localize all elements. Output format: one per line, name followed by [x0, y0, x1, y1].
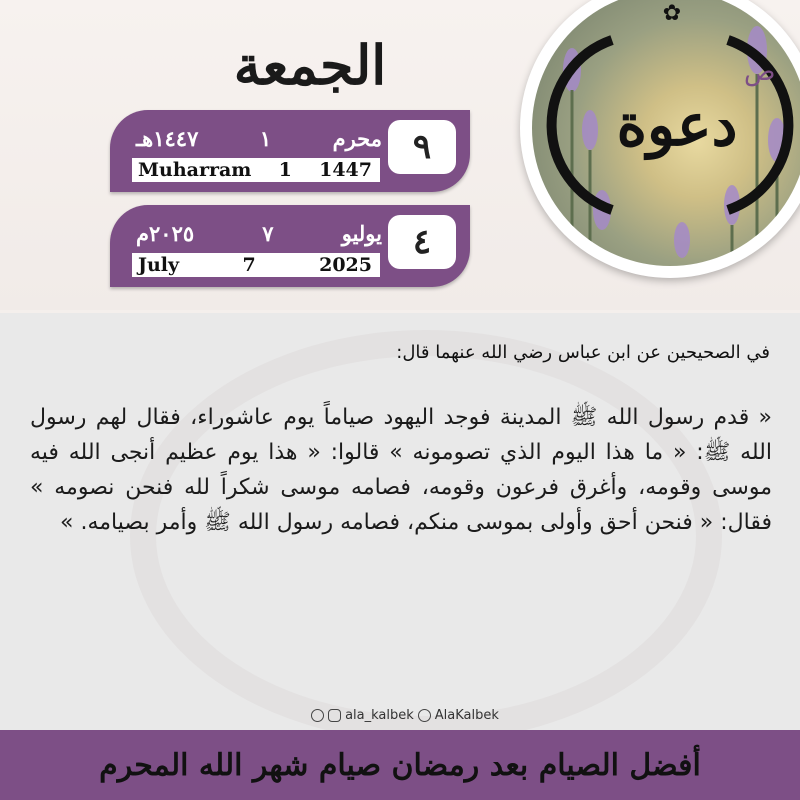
handle-twitter[interactable]: AlaKalbek [434, 707, 499, 723]
gregorian-year-ar: ٢٠٢٥م [136, 220, 195, 246]
banner-text: أفضل الصيام بعد رمضان صيام شهر الله المحرم [99, 747, 701, 783]
intro-text: في الصحيحين عن ابن عباس رضي الله عنهما قال: [396, 342, 770, 363]
instagram-icon [328, 709, 341, 722]
logo-badge [520, 0, 800, 278]
svg-text:ص: ص [744, 57, 776, 87]
bottom-banner [0, 730, 800, 800]
gregorian-english-row [132, 253, 380, 277]
logo-photo [532, 0, 800, 266]
hijri-date-card [110, 110, 470, 192]
gregorian-arabic-row [136, 219, 382, 247]
hijri-day-box: ٩ [388, 120, 456, 174]
gregorian-day-box: ٤ [388, 215, 456, 269]
hijri-year-ar: ١٤٤٧هـ [136, 125, 199, 151]
handle-instagram[interactable]: ala_kalbek [345, 707, 414, 723]
hijri-arabic-row [136, 124, 382, 152]
logo-text: دعوة [616, 91, 738, 159]
hadith-text: « قدم رسول الله ﷺ المدينة فوجد اليهود صياماً يوم عاشوراء، فقال لهم رسول الله ﷺ: « ما هذا اليوم الذي تصومونه » قالوا: « هذا يوم عظيم أنجى الله فيه موسى وقومه، وأغرق فرعون وقومه، فصامه موسى شكراً لله فنحن نصومه » فقال: « فنحن أحق وأولى بموسى منكم، فصامه رسول الله ﷺ وأمر بصيامه. » [30, 405, 772, 535]
hijri-english-row [132, 158, 380, 182]
hijri-day-en: 1 [278, 159, 292, 181]
gregorian-year-en: 2025 [319, 254, 372, 276]
gregorian-date-card [110, 205, 470, 287]
gregorian-month-ar: يوليو [341, 220, 382, 246]
hijri-year-en: 1447 [319, 159, 372, 181]
social-handles [290, 705, 520, 725]
hijri-month-en: Muharram [138, 159, 252, 181]
telegram-icon [311, 709, 324, 722]
gregorian-day-en: 7 [242, 254, 256, 276]
svg-text:✿: ✿ [662, 1, 682, 26]
gregorian-day-ar: ٧ [262, 220, 274, 246]
hijri-month-ar: محرم [332, 125, 382, 151]
gregorian-month-en: July [138, 254, 180, 276]
twitter-icon [418, 709, 431, 722]
day-title: الجمعة [233, 33, 387, 97]
hijri-day-ar: ١ [259, 125, 272, 151]
